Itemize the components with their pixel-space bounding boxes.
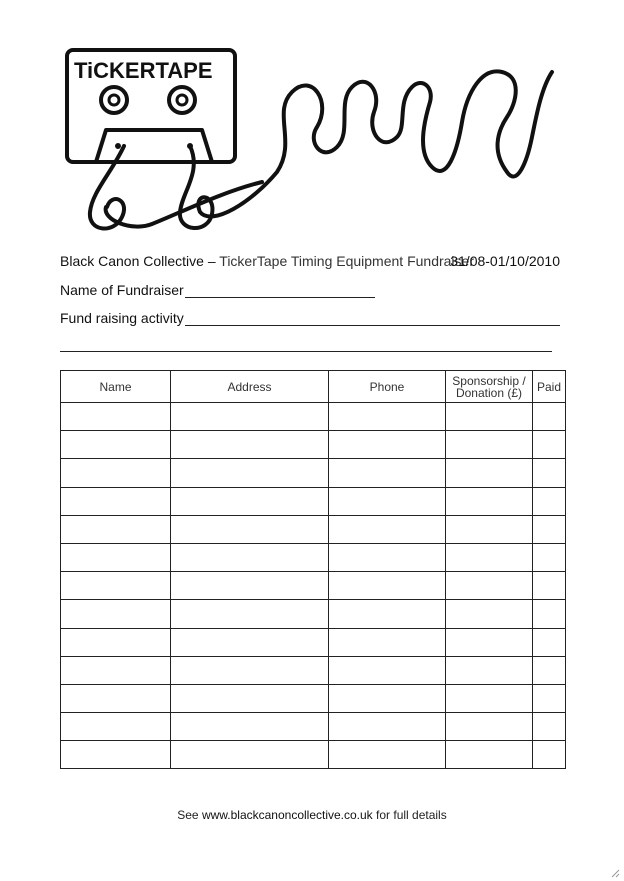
paid-cell[interactable] — [533, 543, 566, 571]
fundraiser-name-row — [60, 282, 375, 298]
activity-label: Fund raising activity — [60, 310, 184, 326]
phone-cell[interactable] — [329, 487, 446, 515]
table-row — [61, 431, 566, 459]
sponsorship-cell[interactable] — [446, 543, 533, 571]
name-cell[interactable] — [61, 713, 171, 741]
name-cell[interactable] — [61, 572, 171, 600]
paid-cell[interactable] — [533, 656, 566, 684]
address-cell[interactable] — [171, 572, 329, 600]
column-header-name: Name — [61, 371, 171, 403]
paid-cell[interactable] — [533, 403, 566, 431]
address-cell[interactable] — [171, 543, 329, 571]
address-cell[interactable] — [171, 403, 329, 431]
phone-cell[interactable] — [329, 572, 446, 600]
sponsorship-cell[interactable] — [446, 572, 533, 600]
sponsorship-cell[interactable] — [446, 741, 533, 769]
footer-note — [0, 808, 624, 822]
phone-cell[interactable] — [329, 628, 446, 656]
column-header-phone: Phone — [329, 371, 446, 403]
name-cell[interactable] — [61, 515, 171, 543]
paid-cell[interactable] — [533, 431, 566, 459]
sponsorship-cell[interactable] — [446, 487, 533, 515]
paid-cell[interactable] — [533, 684, 566, 712]
paid-cell[interactable] — [533, 600, 566, 628]
sponsorship-cell[interactable] — [446, 713, 533, 741]
paid-cell[interactable] — [533, 713, 566, 741]
address-cell[interactable] — [171, 656, 329, 684]
name-cell[interactable] — [61, 741, 171, 769]
phone-cell[interactable] — [329, 713, 446, 741]
sponsorship-cell[interactable] — [446, 403, 533, 431]
sponsorship-cell[interactable] — [446, 600, 533, 628]
address-cell[interactable] — [171, 515, 329, 543]
table-row — [61, 403, 566, 431]
phone-cell[interactable] — [329, 431, 446, 459]
name-cell[interactable] — [61, 403, 171, 431]
table-row — [61, 741, 566, 769]
paid-cell[interactable] — [533, 459, 566, 487]
address-cell[interactable] — [171, 713, 329, 741]
paid-cell[interactable] — [533, 572, 566, 600]
table-row — [61, 656, 566, 684]
table-row — [61, 628, 566, 656]
campaign-name: TickerTape Timing Equipment Fundraiser — [219, 253, 474, 269]
activity-continuation-line[interactable] — [60, 351, 552, 352]
table-row — [61, 600, 566, 628]
paid-cell[interactable] — [533, 628, 566, 656]
sponsor-table — [60, 370, 566, 769]
name-cell[interactable] — [61, 684, 171, 712]
phone-cell[interactable] — [329, 600, 446, 628]
paid-cell[interactable] — [533, 741, 566, 769]
phone-cell[interactable] — [329, 515, 446, 543]
table-row — [61, 515, 566, 543]
phone-cell[interactable] — [329, 543, 446, 571]
fundraiser-name-field[interactable] — [185, 283, 375, 298]
address-cell[interactable] — [171, 600, 329, 628]
activity-field[interactable] — [185, 311, 560, 326]
column-header-paid: Paid — [533, 371, 566, 403]
resize-grip-icon[interactable] — [610, 868, 620, 878]
address-cell[interactable] — [171, 741, 329, 769]
sponsorship-cell[interactable] — [446, 515, 533, 543]
name-cell[interactable] — [61, 656, 171, 684]
event-dates: 31/08-01/10/2010 — [450, 253, 560, 269]
table-row — [61, 543, 566, 571]
table-row — [61, 572, 566, 600]
table-row — [61, 684, 566, 712]
address-cell[interactable] — [171, 459, 329, 487]
sponsorship-cell[interactable] — [446, 628, 533, 656]
sponsorship-cell[interactable] — [446, 656, 533, 684]
phone-cell[interactable] — [329, 459, 446, 487]
address-cell[interactable] — [171, 431, 329, 459]
footer-suffix: for full details — [372, 808, 447, 822]
footer-url[interactable]: www.blackcanoncollective.co.uk — [201, 808, 373, 822]
paid-cell[interactable] — [533, 515, 566, 543]
table-header-row — [61, 371, 566, 403]
table-row — [61, 459, 566, 487]
name-cell[interactable] — [61, 431, 171, 459]
event-headline — [60, 253, 560, 269]
activity-row — [60, 310, 560, 326]
sponsorship-cell[interactable] — [446, 684, 533, 712]
name-cell[interactable] — [61, 628, 171, 656]
name-cell[interactable] — [61, 487, 171, 515]
phone-cell[interactable] — [329, 656, 446, 684]
footer-prefix: See — [177, 808, 202, 822]
column-header-sponsorship: Sponsorship / Donation (£) — [446, 371, 533, 403]
phone-cell[interactable] — [329, 684, 446, 712]
table-row — [61, 713, 566, 741]
phone-cell[interactable] — [329, 741, 446, 769]
sponsorship-cell[interactable] — [446, 431, 533, 459]
name-cell[interactable] — [61, 600, 171, 628]
sponsorship-cell[interactable] — [446, 459, 533, 487]
table-body — [61, 403, 566, 769]
column-header-address: Address — [171, 371, 329, 403]
paid-cell[interactable] — [533, 487, 566, 515]
name-cell[interactable] — [61, 459, 171, 487]
address-cell[interactable] — [171, 487, 329, 515]
tickertape-logo — [62, 42, 562, 242]
address-cell[interactable] — [171, 628, 329, 656]
table-row — [61, 487, 566, 515]
headline-separator: – — [203, 253, 220, 269]
address-cell[interactable] — [171, 684, 329, 712]
organization-name: Black Canon Collective — [60, 253, 204, 269]
phone-cell[interactable] — [329, 403, 446, 431]
fundraiser-name-label: Name of Fundraiser — [60, 282, 184, 298]
name-cell[interactable] — [61, 543, 171, 571]
logo-text: TiCKERTAPE — [74, 58, 213, 83]
